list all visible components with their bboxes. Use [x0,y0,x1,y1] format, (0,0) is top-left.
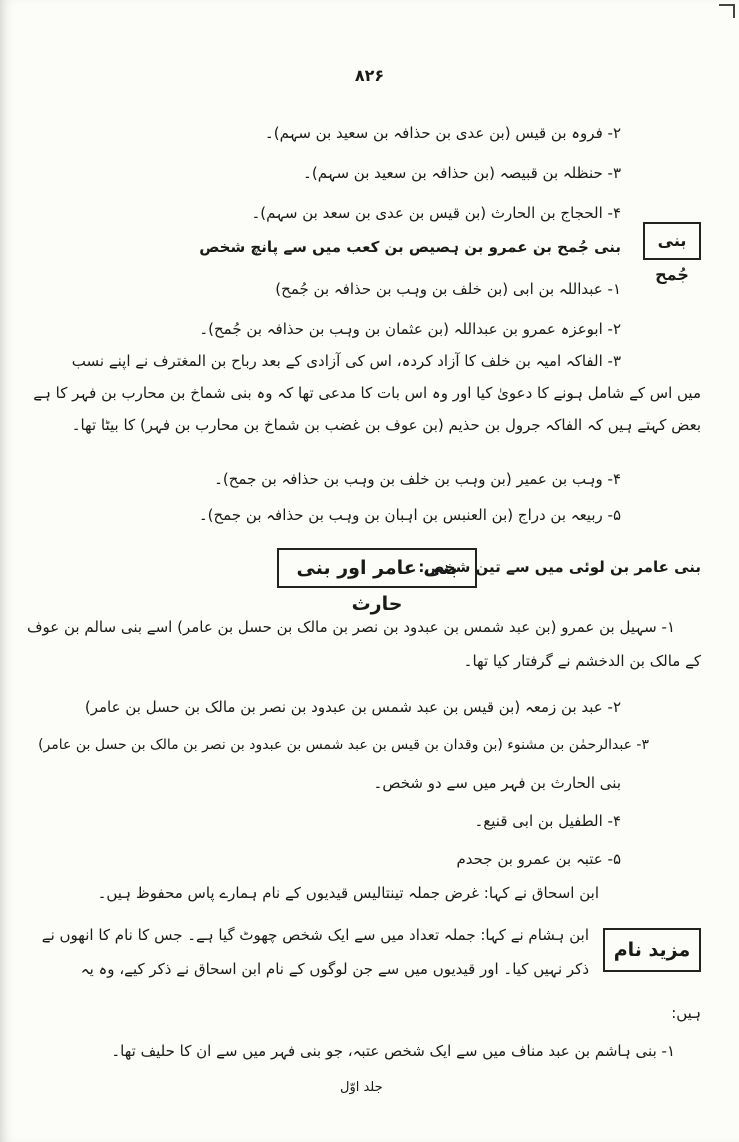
list-item: ۴- الطفیل بن ابی قنیع۔ [474,812,621,830]
list-item: ۱- سہیل بن عمرو (بن عبد شمس بن عبدود بن نصر بن مالک بن حسل بن عامر) اسے بنی سالم بن عوف [26,618,675,636]
list-item: ۲- عبد بن زمعہ (بن قیس بن عبد شمس بن عبدود بن نصر بن مالک بن حسل بن عامر) [84,698,621,716]
section-heading-bani-amir: بنی عامر اور بنی حارث [277,548,477,588]
list-item-continuation: کے مالک بن الدخشم نے گرفتار کیا تھا۔ [463,652,701,670]
list-item: ۱- عبداللہ بن ابی (بن خلف بن وہب بن حذافہ بن جُمح) [275,280,621,298]
list-item-continuation: میں اس کے شامل ہونے کا دعویٰ کیا اور وہ اس بات کا مدعی تھا کہ وہ بنی شماخ بن محارب بن فہر کا ہے [33,384,701,402]
list-item: ۱- بنی ہاشم بن عبد مناف میں سے ایک شخص عتبہ، جو بنی فہر میں سے ان کا حلیف تھا۔ [111,1042,675,1060]
section-heading-more-names: مزید نام [603,928,701,972]
paragraph: ہیں: [671,1004,701,1022]
section-intro: بنی جُمح بن عمرو بن ہصیص بن کعب میں سے پانچ شخص [199,238,621,256]
list-item: ۵- عتبہ بن عمرو بن جحدم [456,850,621,868]
volume-footer: جلد اوّل [340,1080,383,1095]
list-item: ۳- عبدالرحمٰن بن مشنوء (بن وقدان بن قیس بن عبد شمس بن عبدود بن نصر بن مالک بن حسل بن عامر) [38,737,649,753]
list-item: ۳- حنظلہ بن قبیصہ (بن حذافہ بن سعید بن سہم)۔ [303,164,621,182]
section-intro: بنی عامر بن لوئی میں سے تین شخص: [418,558,701,576]
list-item: ۲- ابوعزہ عمرو بن عبداللہ (بن عثمان بن وہب بن حذافہ بن جُمح)۔ [199,320,621,338]
page-number: ۸۲۶ [354,66,385,85]
list-item: ۳- الفاکہ امیہ بن خلف کا آزاد کردہ، اس کی آزادی کے بعد رباح بن المغترف نے اپنے نسب [71,352,621,370]
page-corner-mark [719,4,735,18]
list-item: ۴- الحجاج بن الحارث (بن قیس بن عدی بن سعد بن سہم)۔ [251,204,621,222]
paragraph: ابن ہشام نے کہا: جملہ تعداد میں سے ایک شخص چھوٹ گیا ہے۔ جس کا نام کا انھوں نے [41,926,589,944]
list-item-continuation: بنی الحارث بن فہر میں سے دو شخص۔ [373,774,621,792]
list-item-continuation: بعض کہتے ہیں کہ الفاکہ جرول بن حذیم (بن عوف بن غضب بن شماخ بن محارب بن فہر) کا بیٹا تھا۔ [71,416,701,434]
list-item: ۲- فروہ بن قیس (بن عدی بن حذافہ بن سعید بن سہم)۔ [264,124,621,142]
list-item: ۴- وہب بن عمیر (بن وہب بن خلف بن وہب بن حذافہ بن جمح)۔ [214,470,621,488]
paragraph: ابن اسحاق نے کہا: غرض جملہ تینتالیس قیدیوں کے نام ہمارے پاس محفوظ ہیں۔ [97,884,599,902]
section-heading-bani-jumah: بنی جُمح [643,222,701,260]
list-item: ۵- ربیعہ بن دراج (بن العنبس بن اہبان بن وہب بن حذافہ بن جمح)۔ [198,506,621,524]
paragraph: ذکر نہیں کیا۔ اور قیدیوں میں سے جن لوگوں کے نام ابن اسحاق نے ذکر کیے، وہ یہ [80,960,589,978]
